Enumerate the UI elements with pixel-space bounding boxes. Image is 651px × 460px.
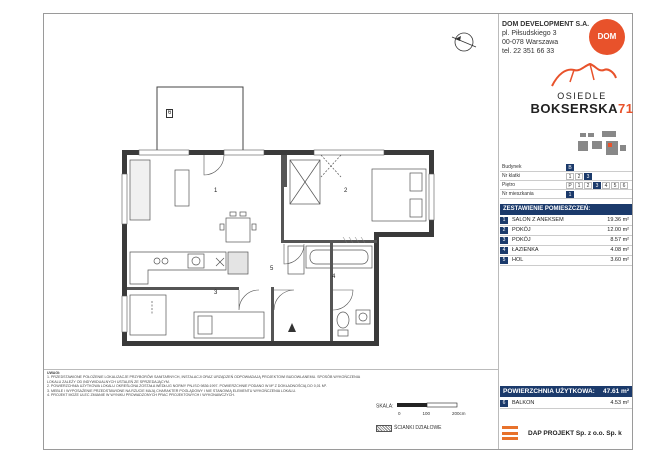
room-row	[500, 216, 632, 226]
room-name: SALON Z ANEKSEM	[512, 217, 564, 223]
company-name: DOM DEVELOPMENT S.A.	[502, 21, 590, 28]
room-label-2: 2	[344, 188, 348, 194]
room-label-5: 5	[270, 266, 274, 272]
company-city: 00-078 Warszawa	[502, 39, 559, 46]
info-stair-row	[500, 172, 632, 181]
building-keyplan	[576, 131, 628, 161]
scale-tick-2: 200cm	[452, 411, 466, 416]
info-floor-cell: 6	[620, 182, 628, 189]
notes-block	[47, 371, 373, 397]
info-building-row	[500, 163, 632, 172]
info-unit-value: 1	[566, 191, 574, 198]
room-number: 2	[500, 227, 508, 234]
balcony-outline	[157, 87, 243, 153]
info-floor-cell: 2	[584, 182, 592, 189]
designer-name: DAP PROJEKT Sp. z o.o. Sp. k	[528, 429, 622, 437]
balcony-name: BALKON	[512, 400, 535, 406]
info-stair-label: Nr klatki	[502, 173, 521, 179]
room-label-3: 3	[214, 290, 218, 296]
company-info	[502, 20, 589, 56]
outer-walls	[122, 150, 434, 346]
info-unit-label: Nr mieszkania	[502, 191, 534, 197]
scale-tick-0: 0	[398, 411, 401, 416]
scale-label: SKALA:	[376, 403, 394, 410]
entrance-arrow-icon	[288, 323, 296, 332]
room-name: ŁAZIENKA	[512, 247, 539, 253]
note-4: 4. PROJEKT MOŻE ULEC ZMIANIE W WYNIKU PROWADZONYCH PRAC PROJEKTOWYCH I WYKONAWCZYCH.	[47, 393, 235, 398]
info-floor-label: Piętro	[502, 182, 516, 188]
room-row	[500, 246, 632, 256]
scale-tick-1: 100	[422, 411, 431, 416]
info-floor-cell: 3	[593, 182, 601, 189]
partition-legend-label: ŚCIANKI DZIAŁOWE	[394, 425, 442, 431]
info-floor-row	[500, 181, 632, 190]
dap-logo-icon	[502, 426, 518, 440]
info-building-label: Budynek	[502, 164, 522, 170]
room-label-1: 1	[214, 188, 218, 194]
room-area: 19.36 m²	[607, 217, 629, 223]
windows	[122, 150, 434, 332]
company-phone: tel. 22 351 66 33	[502, 48, 555, 55]
room-number: 5	[500, 257, 508, 264]
estate-line2	[522, 101, 642, 116]
note-2: 2. POWIERZCHNIA UŻYTKOWA LOKALU OKREŚLONA ZOSTAŁA WEDŁUG NORMY PN-ISO 9836:1997. POWIERZCHNIE PODANO W M² Z DOKŁADNOŚCIĄ DO 0,01 M².	[47, 384, 327, 389]
info-stair-cell: 2	[575, 173, 583, 180]
total-area-label: POWIERZCHNIA UŻYTKOWA:	[503, 388, 595, 395]
living-room-furniture	[130, 160, 256, 284]
info-floor-cell: 1	[575, 182, 583, 189]
info-floor-cell: 4	[602, 182, 610, 189]
info-floor-cell: 5	[611, 182, 619, 189]
room-row	[500, 226, 632, 236]
balcony-number: 6	[500, 400, 508, 407]
balcony-row	[500, 399, 632, 409]
room-area: 4.08 m²	[610, 247, 629, 253]
info-floor-cell: P	[566, 182, 574, 189]
room3-furniture	[130, 295, 264, 338]
scale-bar-graphic	[395, 401, 465, 411]
unit-info-table	[500, 163, 632, 199]
room-name: POKÓJ	[512, 237, 531, 243]
notes-divider	[44, 369, 498, 370]
partition-legend-swatch	[376, 425, 392, 432]
floor-plan-drawing	[44, 14, 498, 369]
room-label-6: 6	[168, 110, 172, 116]
info-stair-cell: 1	[566, 173, 574, 180]
designer-info	[502, 426, 622, 440]
room-row	[500, 256, 632, 266]
info-stair-cell: 3	[584, 173, 592, 180]
sidebar-divider	[498, 14, 499, 449]
info-building-value: B	[566, 164, 574, 171]
balcony-area: 4.53 m²	[610, 400, 629, 406]
room-area: 12.00 m²	[607, 227, 629, 233]
scale-bar	[376, 401, 466, 416]
info-unit-row	[500, 190, 632, 199]
note-1: 1. PRZEDSTAWIONE POŁOŻENIE LOKALIZACJE PRZYBORÓW SANITARNYCH, INSTALACJI ORAZ URZĄDZEŃ ODPOWIADAJĄ PROJEKTOWI BUDOWLANEMU. SPOSÓB WYKOŃCZENIA LOKALU ZALEŻY OD INDYWIDUALNYCH USTALEŃ ZE SPRZEDAJĄCYM.	[47, 375, 360, 384]
total-area	[500, 386, 632, 397]
room-row	[500, 236, 632, 246]
floor-plan-sheet	[43, 13, 633, 450]
estate-number: 71	[618, 101, 634, 116]
estate-line1: OSIEDLE	[557, 91, 607, 101]
notes-title: UWAGI:	[47, 371, 61, 375]
bedroom-furniture	[290, 155, 426, 221]
rooms-header: ZESTAWIENIE POMIESZCZEŃ:	[500, 204, 632, 215]
north-compass-icon	[452, 33, 476, 51]
note-3: 3. MEBLE I WYPOSAŻENIE PRZEDSTAWIONE NA RZUCIE MAJĄ CHARAKTER POGLĄDOWY I NIE STANOWIĄ ELEMENTU WYKOŃCZENIA LOKALU.	[47, 388, 297, 393]
estate-brand	[522, 63, 642, 116]
room-number: 4	[500, 247, 508, 254]
estate-name: BOKSERSKA	[530, 101, 619, 116]
total-area-value: 47.61 m²	[602, 388, 629, 395]
room-area: 3.60 m²	[610, 257, 629, 263]
room-area: 8.57 m²	[610, 237, 629, 243]
room-number: 3	[500, 237, 508, 244]
room-label-4: 4	[332, 274, 336, 280]
dom-logo: DOM	[589, 19, 625, 55]
company-street: pl. Piłsudskiego 3	[502, 30, 557, 37]
room-name: HOL	[512, 257, 524, 263]
room-name: POKÓJ	[512, 227, 531, 233]
room-number: 1	[500, 217, 508, 224]
